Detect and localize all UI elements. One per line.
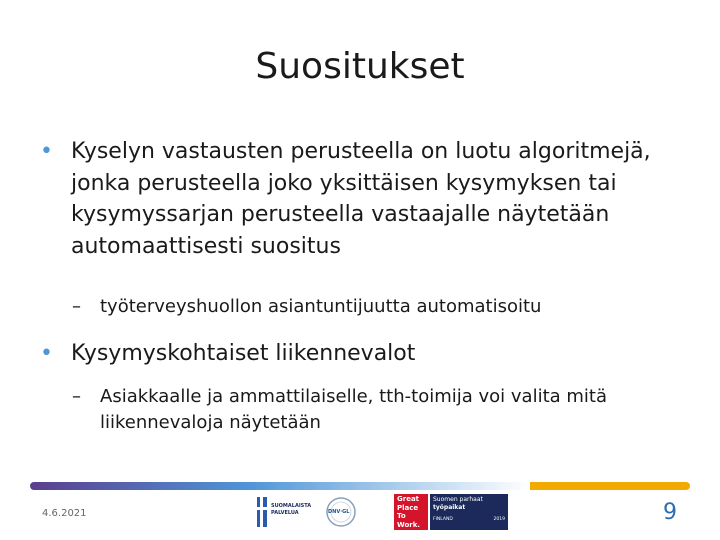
certification-seal-logo (322, 496, 360, 528)
subbullet-dash: – (72, 296, 81, 317)
bullet-dot: • (40, 139, 53, 164)
subbullet-text: työterveyshuollon asiantuntijuutta automatisoitu (100, 296, 542, 317)
flag-key-icon (255, 497, 269, 527)
footer-bar-yellow (530, 482, 690, 490)
suomen-parhaat-tyopaikat-banner: Suomen parhaat työpaikat FINLAND 2019 (430, 494, 508, 530)
subbullet-text: Asiakkaalle ja ammattilaiselle, tth-toimija voi valita mitä liikennevaloja näytetään (100, 386, 607, 433)
bullet-text: Kysymyskohtaiset liikennevalot (71, 341, 416, 366)
page-number: 9 (663, 500, 677, 525)
bullet-dot: • (40, 341, 53, 366)
subbullet-automation (72, 294, 692, 320)
subbullet-dash: – (72, 386, 81, 407)
slide-title: Suositukset (255, 46, 465, 87)
bullet-algorithms (40, 136, 690, 262)
footer-color-bar (30, 482, 690, 490)
footer-bar-purple-blue (30, 482, 250, 490)
suomalaista-palvelua-logo (255, 495, 312, 529)
subbullet-selectable-lights (72, 384, 692, 436)
bullet-text: Kyselyn vastausten perusteella on luotu algoritmejä, jonka perusteella joko yksittäisen kysymyksen tai kysymyssarjan perusteella vastaajalle näytetään automaattisesti suositus (71, 139, 651, 259)
slide-date: 4.6.2021 (42, 508, 87, 519)
great-place-to-work-badge: Great Place To Work. (394, 494, 428, 530)
bullet-traffic-lights (40, 338, 690, 370)
footer-bar-blue-white (250, 482, 530, 490)
finland-brand-text: SUOMALAISTA PALVELUA (271, 503, 312, 516)
certification-text: DNV·GL (328, 509, 350, 515)
